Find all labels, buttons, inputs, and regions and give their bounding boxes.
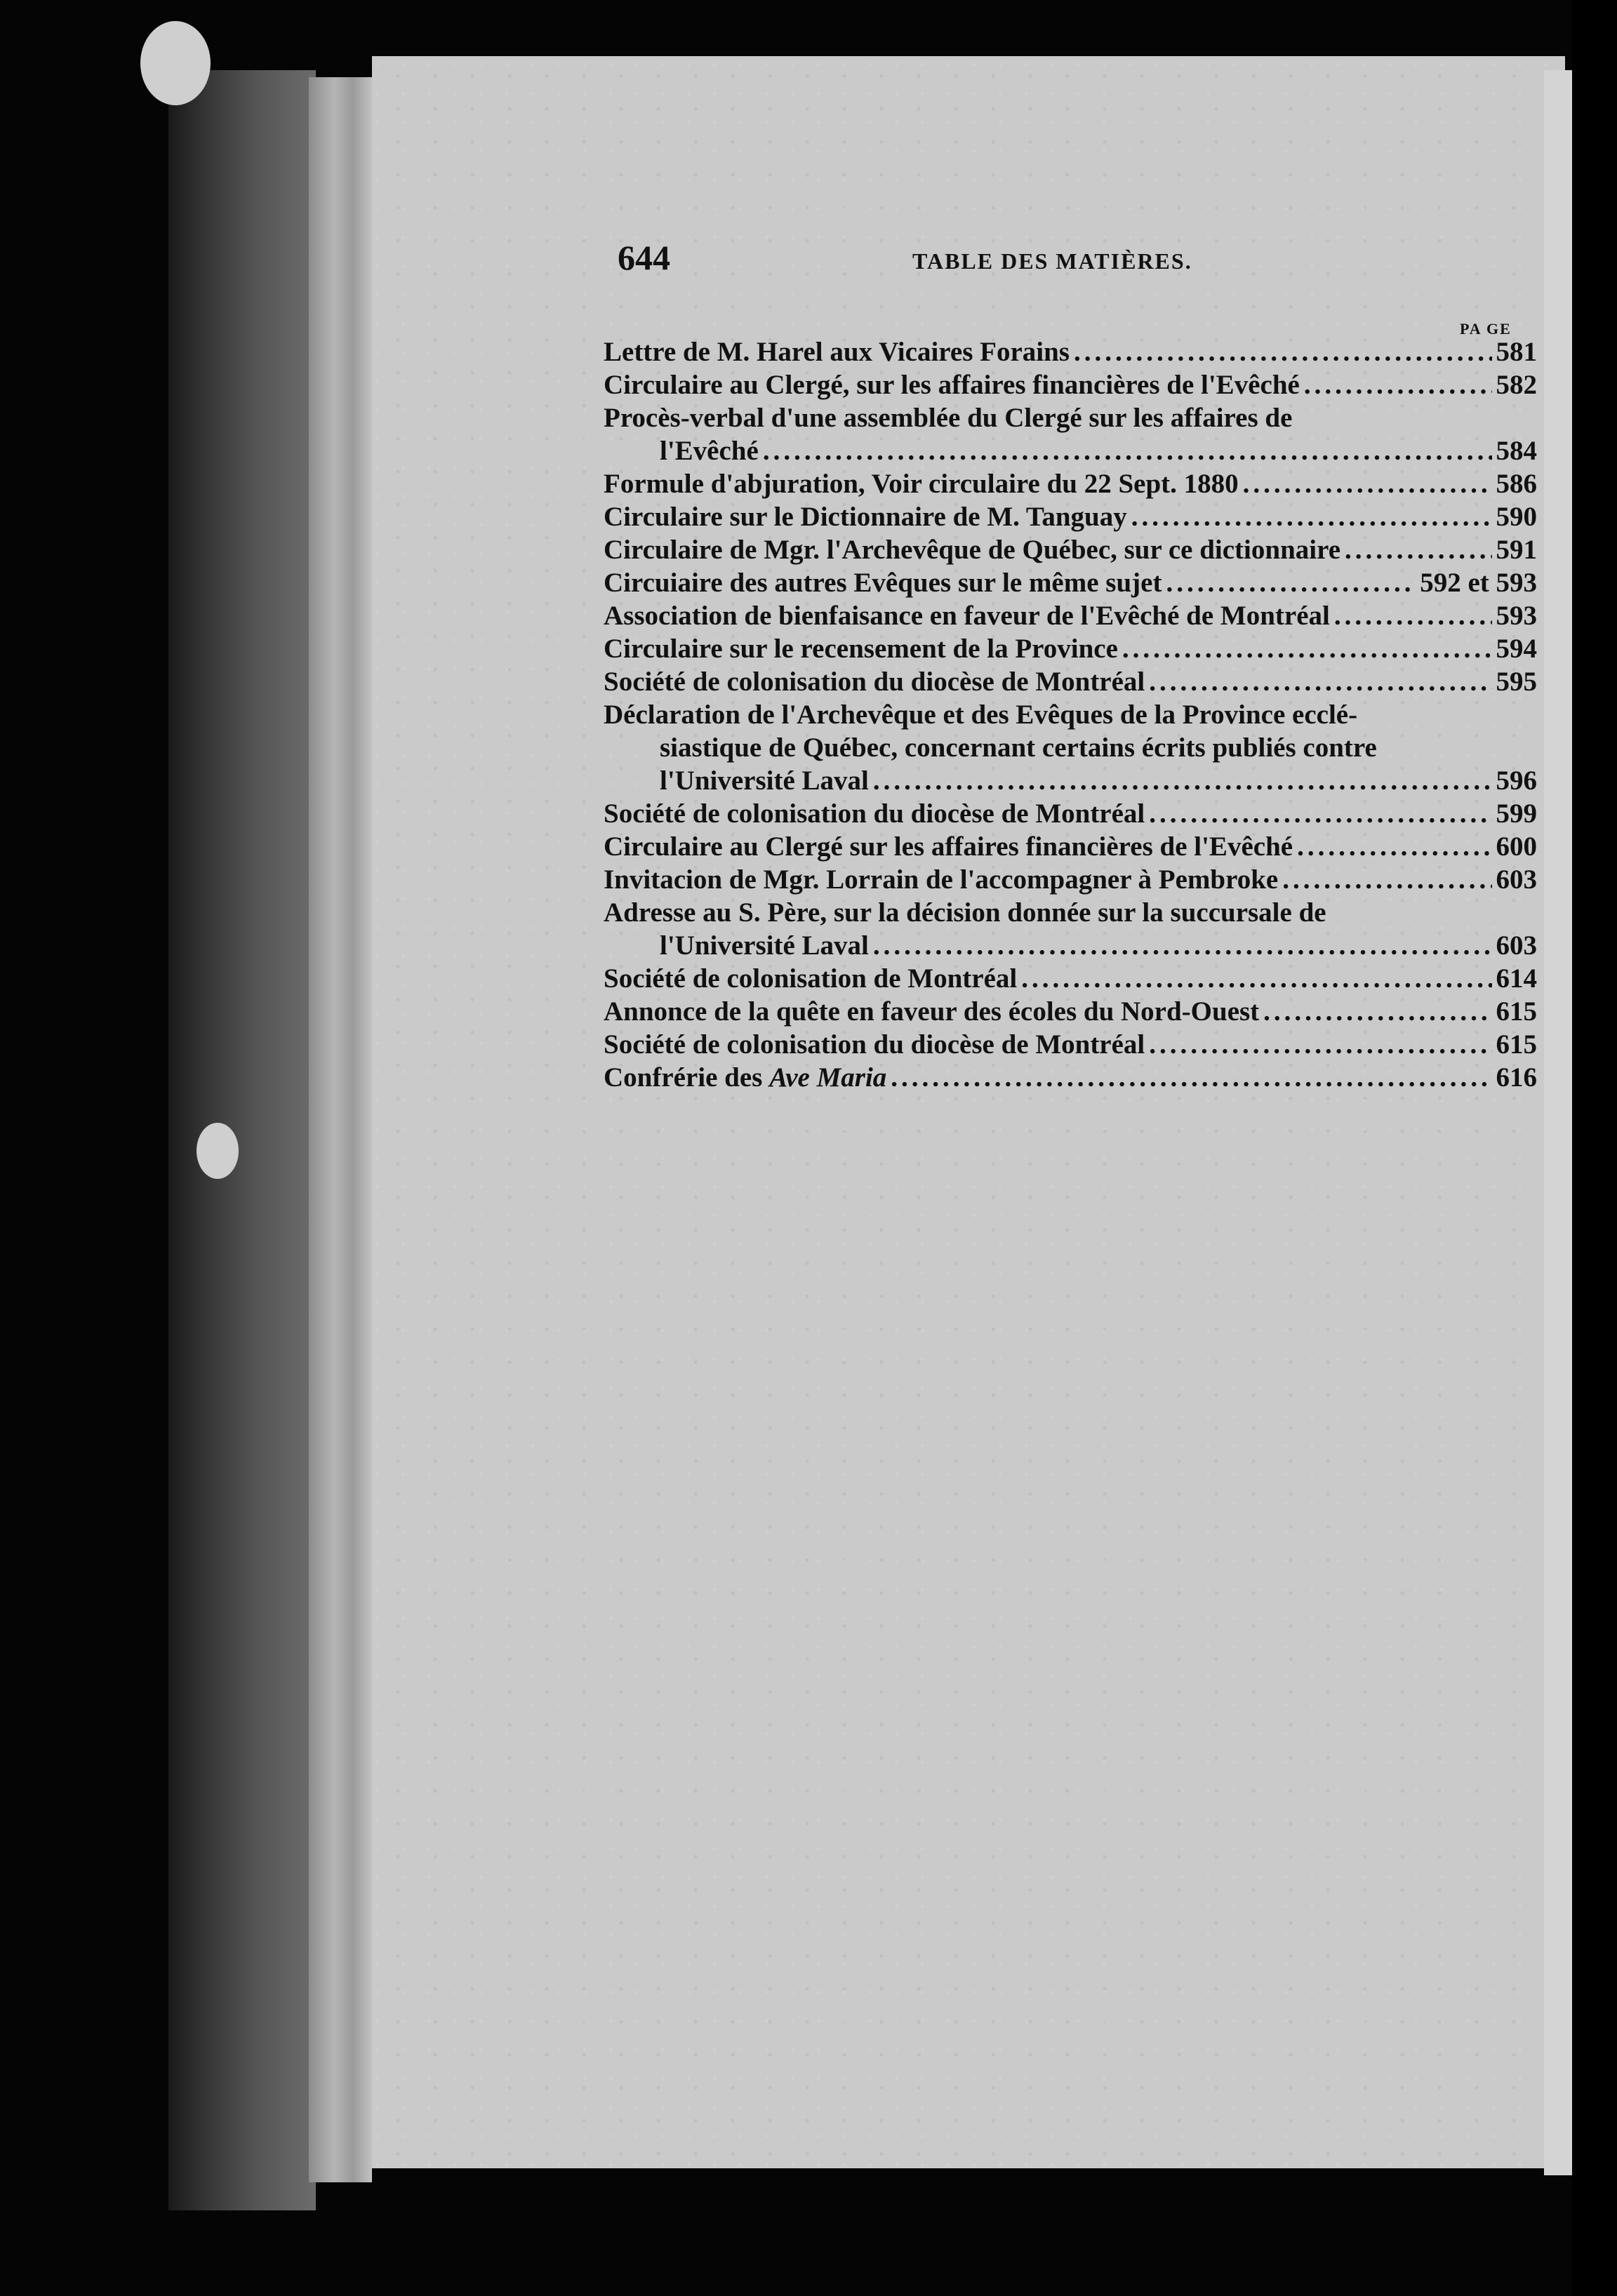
toc-page-number: 591 [1496,535,1537,565]
toc-entry-text: Déclaration de l'Archevêque et des Evêques de la Province ecclé- [604,700,1358,730]
dot-leader [1304,368,1492,401]
dot-leader [1131,500,1492,533]
toc-entry [604,599,1537,632]
toc-entry-text: Lettre de M. Harel aux Vicaires Forains [604,337,1070,367]
toc-entry [604,335,1537,368]
toc-entry [604,1061,1537,1094]
dot-leader [1021,962,1491,995]
scan-border [1572,0,1617,2296]
toc-entry-text: Circulaire sur le recensement de la Province [604,634,1118,664]
toc-entry [604,995,1537,1028]
dot-leader [1122,632,1492,665]
toc-entry [604,698,1537,797]
toc-entry-text: Circulaire sur le Dictionnaire de M. Tanguay [604,502,1127,532]
dot-leader [1263,995,1491,1028]
toc-entry-text: Invitacion de Mgr. Lorrain de l'accompagner à Pembroke [604,865,1279,895]
toc-entry-text: l'Evêché [660,436,759,466]
toc-page-number: 615 [1496,1029,1537,1060]
toc-entry-text: l'Université Laval [660,766,869,796]
toc-page-number: 592 et 593 [1420,568,1537,598]
toc-page-number: 599 [1496,799,1537,829]
toc-entry-text [604,1061,886,1094]
book-spine [168,70,316,2210]
toc-entry-text: Circulaire au Clergé sur les affaires financières de l'Evêché [604,832,1293,862]
toc-page-number: 616 [1496,1062,1537,1093]
toc-entry-text: Circuiaire des autres Evêques sur le même sujet [604,568,1162,598]
toc-entry-text: Annonce de la quête en faveur des écoles du Nord-Ouest [604,996,1260,1027]
page-right-edge [1544,70,1572,2175]
toc-entry [604,368,1537,401]
toc-entry-text: Procès-verbal d'une assemblée du Clergé sur les affaires de [604,403,1293,433]
toc-entry-text: Société de colonisation de Montréal [604,963,1018,994]
dot-leader [1282,863,1491,896]
toc-page-number: 594 [1496,634,1537,664]
toc-page-number: 593 [1496,601,1537,631]
paper-stain [197,1123,239,1179]
toc-entry-text: siastique de Québec, concernant certains écrits publiés contre [660,733,1377,763]
dot-leader [1345,533,1491,566]
table-of-contents [604,335,1537,1094]
toc-page-number: 586 [1496,469,1537,499]
toc-entry [604,665,1537,698]
toc-page-number: 600 [1496,832,1537,862]
paper-stain [140,21,211,105]
toc-page-number: 615 [1496,996,1537,1027]
dot-leader [1149,1028,1491,1061]
toc-page-number: 582 [1496,370,1537,400]
toc-page-number: 603 [1496,865,1537,895]
dot-leader [873,764,1492,797]
dot-leader [873,929,1492,962]
toc-entry [604,1028,1537,1061]
page-number: 644 [618,238,670,277]
page-edges [309,77,372,2182]
dot-leader [891,1061,1491,1094]
toc-page-number: 596 [1496,766,1537,796]
toc-entry [604,962,1537,995]
toc-entry [604,533,1537,566]
dot-leader [1074,335,1492,368]
toc-entry-text: Société de colonisation du diocèse de Montréal [604,1029,1145,1060]
dot-leader [1166,566,1416,599]
dot-leader [763,434,1492,467]
toc-entry [604,500,1537,533]
dot-leader [1334,599,1492,632]
toc-entry-italic: Ave Maria [769,1062,887,1093]
dot-leader [1149,797,1491,830]
toc-entry-text: Adresse au S. Père, sur la décision donnée sur la succursale de [604,897,1326,928]
page-column-label: PA GE [1460,320,1512,338]
toc-entry-text: Circulaire de Mgr. l'Archevêque de Québec, sur ce dictionnaire [604,535,1341,565]
dot-leader [1149,665,1491,698]
toc-entry-text: Formule d'abjuration, Voir circulaire du 22 Sept. 1880 [604,469,1239,499]
toc-entry-text: l'Université Laval [660,930,869,961]
toc-entry [604,830,1537,863]
toc-entry [604,896,1537,962]
toc-entry [604,632,1537,665]
toc-entry [604,566,1537,599]
toc-page-number: 584 [1496,436,1537,466]
dot-leader [1243,467,1492,500]
page-header [618,237,1418,286]
toc-entry-text: Circulaire au Clergé, sur les affaires financières de l'Evêché [604,370,1300,400]
dot-leader [1297,830,1491,863]
toc-entry-text: Société de colonisation du diocèse de Montréal [604,799,1145,829]
running-title: TABLE DES MATIÈRES. [912,248,1192,274]
toc-entry [604,401,1537,467]
toc-entry [604,863,1537,896]
toc-page-number: 595 [1496,667,1537,697]
toc-page-number: 614 [1496,963,1537,994]
toc-page-number: 603 [1496,930,1537,961]
toc-entry-text: Association de bienfaisance en faveur de l'Evêché de Montréal [604,601,1330,631]
toc-entry-prefix: Confrérie des [604,1062,770,1093]
toc-entry [604,467,1537,500]
toc-entry-text: Société de colonisation du diocèse de Montréal [604,667,1145,697]
toc-entry [604,797,1537,830]
toc-page-number: 590 [1496,502,1537,532]
toc-page-number: 581 [1496,337,1537,367]
